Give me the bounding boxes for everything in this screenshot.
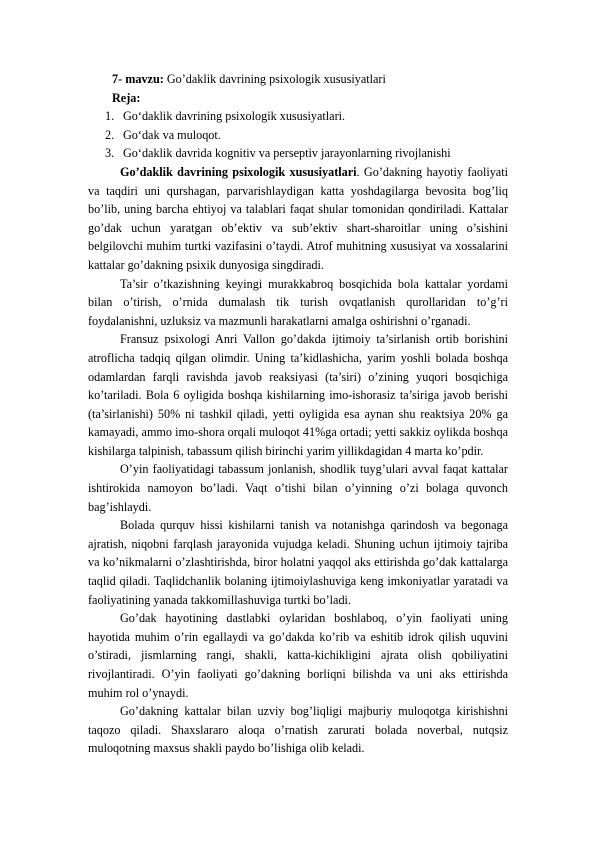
paragraph-2: Ta’sir o’tkazishning keyingi murakkabroq bosqichida bola kattalar yordami bilan o’tirish, o’rnida dumalash tik turish ovqatlanish qurollaridan to’g’ri foydalanishni, uzluksiz va mazmunli harakatlarni amalga oshirishni o’rganadi.	[88, 276, 508, 328]
plan-item	[105, 144, 508, 163]
plan-item-text: Go‘dak va muloqot.	[123, 127, 221, 142]
document-page	[88, 70, 508, 758]
paragraph-intro	[88, 163, 508, 275]
topic-heading	[112, 70, 508, 89]
plan-heading	[112, 89, 508, 108]
plan-item	[105, 107, 508, 126]
paragraph-intro-text: . Go’dakning hayotiy faoliyati va taqdiri uni qurshagan, parvarishlaydigan katta yoshdagilarga bevosita bog’liq bo’lib, uning barcha ehtiyoj va talablari faqat shular tomonidan qondiriladi. Kattalar go’dak uchun yaratgan ob’ektiv va sub’ektiv shart-sharoitlar uning o’sishini belgilovchi muhim turtki vazifasini o’taydi. Atrof muhitning xususiyat va xossalarini kattalar go’dakning psixik dunyosiga singdiradi.	[88, 164, 508, 272]
section-title: Go’daklik davrining psixologik xususiyatlari	[120, 164, 357, 179]
plan-list	[88, 107, 508, 163]
plan-item	[105, 126, 508, 145]
topic-title: Go’daklik davrining psixologik xususiyatlari	[163, 72, 386, 86]
plan-item-text: Go‘daklik davrining psixologik xususiyatlari.	[123, 109, 346, 124]
topic-prefix: 7- mavzu:	[112, 72, 164, 86]
paragraph-6: Go’dak hayotining dastlabki oylaridan boshlaboq, o’yin faoliyati uning hayotida muhim o’rin egallaydi va go’dakda ko’rib va eshitib idrok qilish uquvini o’stiradi, jismlarning rangi, shakli, katta-kichikligini ajrata olish qobiliyatini rivojlantiradi. O’yin faoliyati go’dakning borliqni bilishda va uni aks ettirishda muhim rol o’ynaydi.	[88, 611, 508, 700]
plan-item-number: 3.	[105, 146, 115, 161]
plan-item-number: 2.	[105, 127, 115, 142]
plan-item-number: 1.	[105, 109, 115, 124]
paragraph-3: Fransuz psixologi Anri Vallon go’dakda ijtimoiy ta’sirlanish ortib borishini atroflicha tadqiq qilgan olimdir. Uning ta’kidlashicha, yarim yoshli bolada boshqa odamlardan farqli ravishda javob reaksiyasi (ta’siri) o’zining yuqori bosqichiga ko’tariladi. Bola 6 oyligida boshqa kishilarning imo-ishorasiz ta’siriga javob berishi (ta’sirlanishi) 50% ni tashkil qiladi, yetti oyligida esa aynan shu reaktsiya 20% ga kamayadi, ammo imo-shora orqali muloqot 41%ga ortadi; yetti sakkiz oylikda boshqa kishilarga talpinish, tabassum qilish birinchi yarim yillikdagidan 4 marta ko’pdir.	[88, 332, 508, 458]
paragraph-7: Go’dakning kattalar bilan uzviy bog’liqligi majburiy muloqotga kirishishni taqozo qiladi. Shaxslararo aloqa o’rnatish zarurati bolada noverbal, nutqsiz muloqotning maxsus shakli paydo bo’lishiga olib keladi.	[88, 704, 508, 756]
plan-item-text: Go‘daklik davrida kognitiv va perseptiv jarayonlarning rivojlanishi	[123, 146, 451, 161]
paragraph-4: O’yin faoliyatidagi tabassum jonlanish, shodlik tuyg’ulari avval faqat kattalar ishtirokida namoyon bo’ladi. Vaqt o’tishi bilan o’yinning o’zi bolaga quvonch bag’ishlaydi.	[88, 462, 508, 514]
paragraph-5: Bolada qurquv hissi kishilarni tanish va notanishga qarindosh va begonaga ajratish, niqobni farqlash jarayonida vujudga keladi. Shuning uchun ijtimoiy tajriba va ko’nikmalarni o’zlashtirishda, biror holatni yaqqol aks ettirishda go’dak kattalarga taqlid qiladi. Taqlidchanlik bolaning ijtimoiylashuviga keng imkoniyatlar yaratadi va faoliyatining yanada takkomillashuviga turtki bo’ladi.	[88, 518, 508, 607]
plan-heading-label: Reja:	[112, 90, 141, 105]
